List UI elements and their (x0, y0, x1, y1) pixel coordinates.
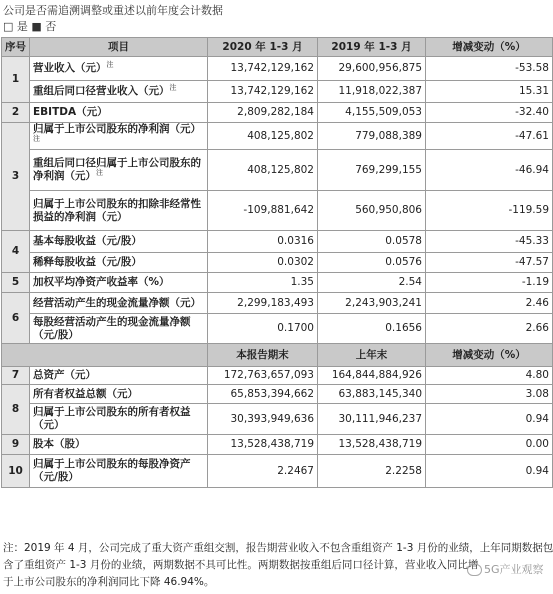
item-text: 归属于上市公司股东的扣除非经常性损益的净利润（元） (33, 197, 201, 223)
value-change: -32.40 (426, 103, 553, 123)
item-text: 归属于上市公司股东的净利润（元） (33, 123, 201, 135)
value-current: 65,853,394,662 (208, 385, 318, 404)
table-row (2, 191, 553, 231)
table-row (2, 404, 553, 435)
table-row (2, 150, 553, 191)
item-label (30, 103, 208, 123)
row-number: 9 (2, 435, 30, 455)
value-current: 1.35 (208, 273, 318, 293)
period-2019-header: 2019 年 1-3 月 (318, 38, 426, 57)
value-prior: 779,088,389 (318, 123, 426, 150)
row-number: 1 (2, 57, 30, 103)
value-change: -45.33 (426, 231, 553, 253)
value-prior: 2.2258 (318, 455, 426, 488)
table-row (2, 123, 553, 150)
value-change: -53.58 (426, 57, 553, 81)
item-header: 项目 (30, 38, 208, 57)
item-text: 经营活动产生的现金流量净额（元） (33, 296, 201, 309)
table-subheader-row (2, 344, 553, 367)
table-row (2, 231, 553, 253)
value-current: 0.1700 (208, 314, 318, 344)
item-text: 营业收入（元） (33, 62, 107, 74)
item-label (30, 435, 208, 455)
value-current: 0.0302 (208, 253, 318, 273)
item-label (30, 231, 208, 253)
value-current: 2,809,282,184 (208, 103, 318, 123)
row-number: 8 (2, 385, 30, 435)
value-current: 2.2467 (208, 455, 318, 488)
item-label (30, 150, 208, 191)
value-prior: 2.54 (318, 273, 426, 293)
item-label (30, 81, 208, 103)
value-prior: 164,844,884,926 (318, 367, 426, 385)
change-header-2: 增减变动（%） (426, 344, 553, 367)
item-label (30, 455, 208, 488)
value-current: 13,528,438,719 (208, 435, 318, 455)
value-current: 172,763,657,093 (208, 367, 318, 385)
table-row (2, 435, 553, 455)
footnote-mark: 注 (169, 83, 177, 92)
value-current: 408,125,802 (208, 123, 318, 150)
watermark-text: 5G产业观察 (484, 563, 544, 576)
value-change: -46.94 (426, 150, 553, 191)
value-change: 2.66 (426, 314, 553, 344)
item-text: 所有者权益总额（元） (33, 387, 138, 400)
table-row (2, 455, 553, 488)
item-label (30, 57, 208, 81)
financial-data-table (1, 37, 553, 488)
footnote-line-1: 注：2019 年 4 月，公司完成了重大资产重组交割，报告期营业收入不包含重组资产 1-3 月份的业绩，上年同期数据包 (3, 542, 553, 554)
value-change: 3.08 (426, 385, 553, 404)
row-number: 10 (2, 455, 30, 488)
item-text: 归属于上市公司股东的每股净资产（元/股） (33, 458, 191, 483)
item-label (30, 293, 208, 314)
table-row (2, 57, 553, 81)
item-text: 重组后同口径营业收入（元） (33, 85, 170, 97)
value-change: 0.00 (426, 435, 553, 455)
footnote-line-3: 于上市公司股东的净利润同比下降 46.94%。 (3, 576, 215, 588)
table-row (2, 103, 553, 123)
footnote-mark: 注 (33, 134, 40, 143)
item-text: 加权平均净资产收益率（%） (33, 276, 170, 288)
row-number: 5 (2, 273, 30, 293)
table-row (2, 81, 553, 103)
value-prior: 30,111,946,237 (318, 404, 426, 435)
table-row (2, 253, 553, 273)
value-prior: 4,155,509,053 (318, 103, 426, 123)
item-label (30, 273, 208, 293)
change-header: 增减变动（%） (426, 38, 553, 57)
value-prior: 769,299,155 (318, 150, 426, 191)
value-current: 13,742,129,162 (208, 57, 318, 81)
value-current: 30,393,949,636 (208, 404, 318, 435)
footnote-line-2: 含了重组资产 1-3 月份的业绩，两期数据不具可比性。两期数据按重组后同口径计算，营业收入同比增 (3, 559, 479, 571)
row-number: 7 (2, 367, 30, 385)
value-prior: 11,918,022,387 (318, 81, 426, 103)
table-row (2, 293, 553, 314)
item-label (30, 253, 208, 273)
item-text: EBITDA（元） (33, 106, 108, 118)
item-text: 归属于上市公司股东的所有者权益（元） (33, 406, 191, 431)
value-current: 2,299,183,493 (208, 293, 318, 314)
value-prior: 560,950,806 (318, 191, 426, 231)
period-end-header: 本报告期末 (208, 344, 318, 367)
item-text: 稀释每股收益（元/股） (33, 256, 142, 268)
seq-header: 序号 (2, 38, 30, 57)
value-current: 408,125,802 (208, 150, 318, 191)
wechat-icon (467, 564, 482, 576)
row-number: 2 (2, 103, 30, 123)
value-change: 15.31 (426, 81, 553, 103)
value-change: -47.61 (426, 123, 553, 150)
value-change: 0.94 (426, 455, 553, 488)
item-label (30, 191, 208, 231)
table-row (2, 385, 553, 404)
subheader-blank (2, 344, 208, 367)
value-change: 2.46 (426, 293, 553, 314)
table-row (2, 367, 553, 385)
value-change: -47.57 (426, 253, 553, 273)
value-current: 0.0316 (208, 231, 318, 253)
watermark (467, 561, 544, 577)
value-current: 13,742,129,162 (208, 81, 318, 103)
prior-year-end-header: 上年末 (318, 344, 426, 367)
value-change: 4.80 (426, 367, 553, 385)
item-text: 基本每股收益（元/股） (33, 235, 142, 247)
item-label (30, 385, 208, 404)
period-2020-header: 2020 年 1-3 月 (208, 38, 318, 57)
table-row (2, 273, 553, 293)
item-text: 总资产（元） (33, 369, 96, 381)
value-prior: 29,600,956,875 (318, 57, 426, 81)
value-current: -109,881,642 (208, 191, 318, 231)
footnote-mark: 注 (106, 60, 114, 69)
value-change: 0.94 (426, 404, 553, 435)
row-number: 3 (2, 123, 30, 231)
item-text: 每股经营活动产生的现金流量净额（元/股） (33, 315, 191, 341)
value-prior: 0.0576 (318, 253, 426, 273)
item-label (30, 367, 208, 385)
footnote-mark: 注 (96, 168, 103, 177)
item-label (30, 123, 208, 150)
value-prior: 13,528,438,719 (318, 435, 426, 455)
value-change: -1.19 (426, 273, 553, 293)
table-header-row (2, 38, 553, 57)
item-text: 重组后同口径归属于上市公司股东的净利润（元） (33, 157, 201, 182)
value-change: -119.59 (426, 191, 553, 231)
item-label (30, 404, 208, 435)
table-row (2, 314, 553, 344)
row-number: 4 (2, 231, 30, 273)
value-prior: 63,883,145,340 (318, 385, 426, 404)
restatement-question: 公司是否需追溯调整或重述以前年度会计数据 (3, 4, 223, 17)
row-number: 6 (2, 293, 30, 344)
value-prior: 2,243,903,241 (318, 293, 426, 314)
item-label (30, 314, 208, 344)
item-text: 股本（股） (33, 438, 86, 450)
value-prior: 0.1656 (318, 314, 426, 344)
value-prior: 0.0578 (318, 231, 426, 253)
restatement-options: □ 是 ■ 否 (3, 20, 57, 33)
